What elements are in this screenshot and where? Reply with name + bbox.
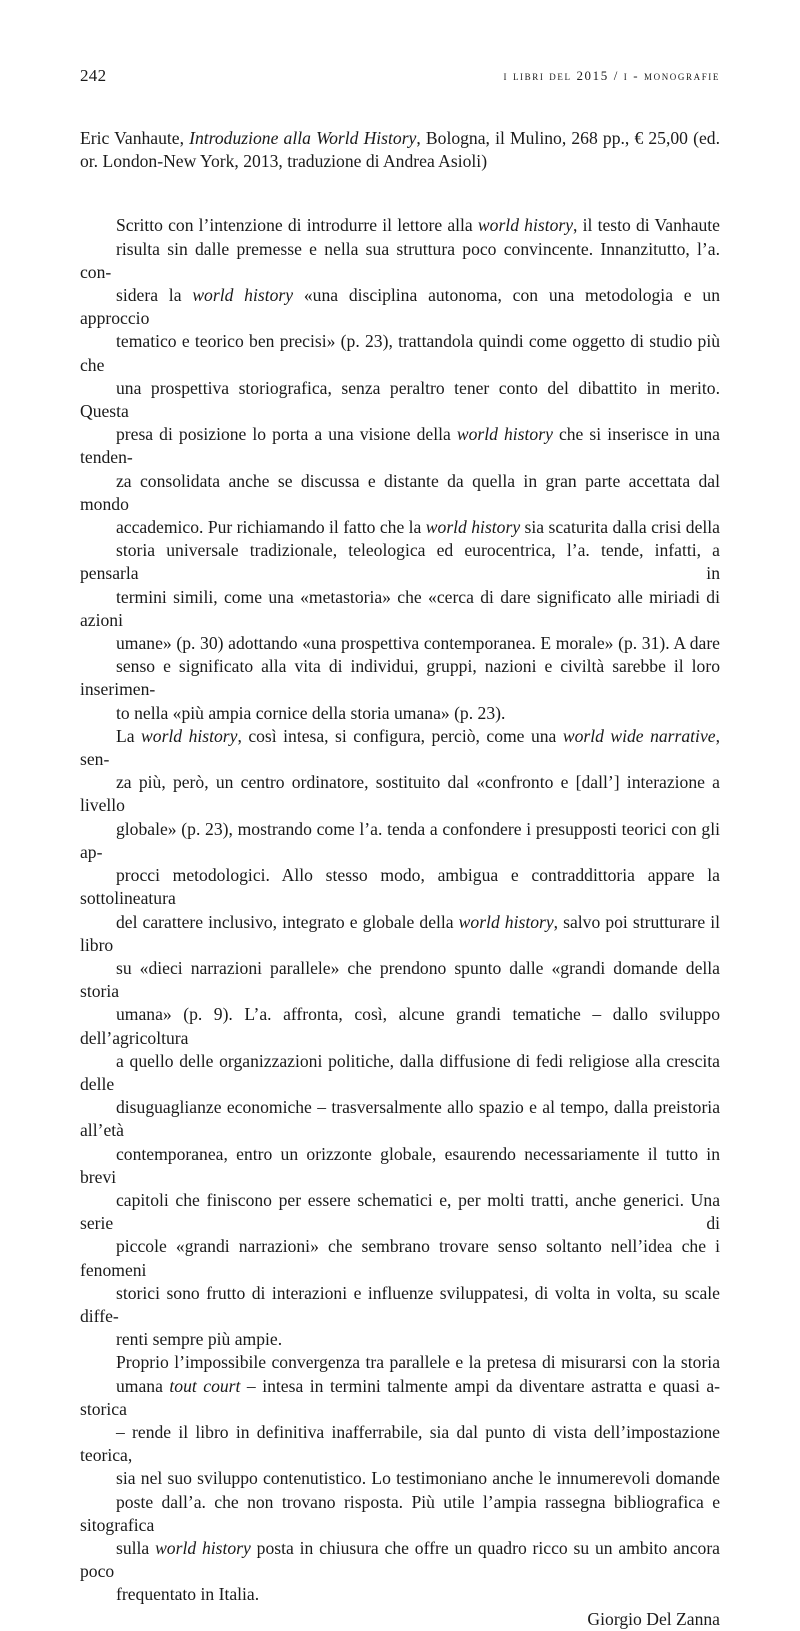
text-run: poste dall’a. che non trovano risposta. Più utile l’ampia rassegna bibliografica e sitografica <box>80 1491 720 1535</box>
text-run: del carattere inclusivo, integrato e globale della <box>116 911 459 932</box>
paragraph-line <box>80 1050 720 1096</box>
text-run: accademico. Pur richiamando il fatto che la <box>116 517 426 538</box>
text-run: «una disciplina autonoma, con una metodologia e un approccio <box>80 285 720 329</box>
review-paragraph <box>80 1351 720 1606</box>
review-content <box>80 127 720 1631</box>
italic-term: tout court <box>169 1375 241 1396</box>
text-run: , sen- <box>80 725 720 770</box>
paragraph-line <box>80 1537 720 1583</box>
text-run: su «dieci narrazioni parallele» che prendono spunto dalle «grandi domande della storia <box>80 957 720 1002</box>
text-run: Scritto con l’intenzione di introdurre il lettore alla <box>116 215 478 236</box>
page-header <box>80 66 720 90</box>
text-run: capitoli che finiscono per essere schematici e, per molti tratti, anche generici. Una serie di <box>80 1189 720 1234</box>
text-run: a quello delle organizzazioni politiche, dalla diffusione di fedi religiose alla crescita delle <box>80 1050 720 1094</box>
paragraph-line <box>80 516 720 539</box>
paragraph-line <box>80 1351 720 1374</box>
paragraph-line <box>80 330 720 376</box>
text-run: termini simili, come una «metastoria» che «cerca di dare significato alle miriadi di azioni <box>80 586 720 630</box>
text-run: presa di posizione lo porta a una visione della <box>116 424 457 445</box>
text-run: sulla <box>116 1537 156 1558</box>
paragraph-line <box>80 586 720 632</box>
paragraph-line <box>80 1328 720 1351</box>
citation-details: , Bologna, il Mulino, 268 pp., € 25,00 (ed. <box>416 128 720 148</box>
citation-author: Eric Vanhaute, <box>80 128 190 148</box>
text-run: risulta sin dalle premesse e nella sua struttura poco convincente. Innanzitutto, l’a. con- <box>80 238 720 282</box>
italic-term: world history <box>425 517 521 538</box>
italic-term: world wide narrative <box>562 725 716 746</box>
paragraph-line <box>80 771 720 817</box>
italic-term: world history <box>155 1537 251 1558</box>
paragraph-line <box>80 1375 720 1421</box>
paragraph-line <box>80 818 720 864</box>
review-paragraph <box>80 725 720 1351</box>
citation-line-1 <box>80 127 720 150</box>
book-citation <box>80 127 720 173</box>
paragraph-line <box>80 214 720 237</box>
paragraph-line <box>80 1282 720 1328</box>
review-paragraph <box>80 214 720 724</box>
text-run: globale» (p. 23), mostrando come l’a. tenda a confondere i presupposti teorici con gli ap- <box>80 818 720 862</box>
text-run: contemporanea, entro un orizzonte globale, esaurendo necessariamente il tutto in brevi <box>80 1143 720 1187</box>
text-run: umana» (p. 9). L’a. affronta, così, alcune grandi tematiche – dallo sviluppo dell’agricoltura <box>80 1004 720 1048</box>
paragraph-line <box>80 957 720 1003</box>
text-run: sidera la <box>116 285 193 306</box>
italic-term: world history <box>192 285 294 306</box>
citation-title: Introduzione alla World History <box>189 128 417 148</box>
text-run: – intesa in termini talmente ampi da diventare astratta e quasi a-storica <box>80 1375 721 1419</box>
paragraph-line <box>80 377 720 423</box>
text-run: storia universale tradizionale, teleologica ed eurocentrica, l’a. tende, infatti, a pensarla in <box>80 540 720 584</box>
text-run: sia scaturita dalla crisi della <box>520 517 720 538</box>
text-run: procci metodologici. Allo stesso modo, ambigua e contraddittoria appare la sottolineatura <box>80 865 720 909</box>
text-run: tematico e teorico ben precisi» (p. 23), trattandola quindi come oggetto di studio più che <box>80 331 720 375</box>
paragraph-line <box>80 1003 720 1049</box>
paragraph-line <box>80 539 720 585</box>
paragraph-line <box>80 864 720 910</box>
italic-term: world history <box>458 911 554 932</box>
reviewer-signature: Giorgio Del Zanna <box>587 1608 720 1629</box>
text-run: renti sempre più ampie. <box>116 1329 283 1350</box>
text-run: senso e significato alla vita di individui, gruppi, nazioni e civiltà sarebbe il loro inserimen- <box>80 656 720 700</box>
paragraph-line <box>80 911 720 957</box>
text-run: umane» (p. 30) adottando «una prospettiva contemporanea. E morale» (p. 31). A dare <box>116 633 720 654</box>
text-run: , il testo di Vanhaute <box>573 215 720 236</box>
running-head: i libri del 2015 / i - monografie <box>503 68 720 83</box>
paragraph-line <box>80 1491 720 1537</box>
paragraph-line <box>80 284 720 330</box>
page-number: 242 <box>80 66 107 85</box>
paragraph-line <box>80 423 720 469</box>
paragraph-line <box>80 1421 720 1467</box>
text-run: disuguaglianze economiche – trasversalmente allo spazio e al tempo, dalla preistoria all’età <box>80 1097 720 1141</box>
italic-term: world history <box>141 725 238 746</box>
text-run: piccole «grandi narrazioni» che sembrano trovare senso soltanto nell’idea che i fenomeni <box>80 1236 720 1280</box>
paragraph-line <box>80 725 720 771</box>
citation-line-2: or. London-New York, 2013, traduzione di Andrea Asioli) <box>80 151 488 172</box>
italic-term: world history <box>477 215 574 236</box>
paragraph-line <box>80 655 720 701</box>
text-run: umana <box>116 1375 170 1396</box>
paragraph-line <box>80 1583 720 1606</box>
text-run: frequentato in Italia. <box>116 1584 260 1605</box>
text-run: za consolidata anche se discussa e distante da quella in gran parte accettata dal mondo <box>80 470 720 514</box>
text-run: La <box>116 725 142 746</box>
review-body <box>80 214 720 1606</box>
text-run: , così intesa, si configura, perciò, come una <box>237 725 563 746</box>
paragraph-line <box>80 1189 720 1235</box>
paragraph-line <box>80 470 720 516</box>
paragraph-line <box>80 632 720 655</box>
text-run: – rende il libro in definitiva inafferrabile, sia dal punto di vista dell’impostazione teorica, <box>80 1421 720 1466</box>
paragraph-line <box>80 1467 720 1490</box>
paragraph-line <box>80 702 720 725</box>
text-run: posta in chiusura che offre un quadro ricco su un ambito ancora poco <box>80 1537 720 1582</box>
paragraph-line <box>80 1143 720 1189</box>
text-run: to nella «più ampia cornice della storia umana» (p. 23). <box>116 702 506 723</box>
text-run: , salvo poi strutturare il libro <box>80 911 720 955</box>
text-run: Proprio l’impossibile convergenza tra parallele e la pretesa di misurarsi con la storia <box>116 1352 720 1373</box>
paragraph-line <box>80 1096 720 1142</box>
text-run: una prospettiva storiografica, senza peraltro tener conto del dibattito in merito. Questa <box>80 377 720 422</box>
paragraph-line <box>80 1235 720 1281</box>
paragraph-line <box>80 238 720 284</box>
text-run: za più, però, un centro ordinatore, sostituito dal «confronto e [dall’] interazione a livello <box>80 772 720 816</box>
text-run: che si inserisce in una tenden- <box>80 424 720 468</box>
text-run: sia nel suo sviluppo contenutistico. Lo testimoniano anche le innumerevoli domande <box>116 1468 720 1489</box>
italic-term: world history <box>456 424 553 445</box>
text-run: storici sono frutto di interazioni e influenze sviluppatesi, di volta in volta, su scale diffe- <box>80 1282 720 1326</box>
